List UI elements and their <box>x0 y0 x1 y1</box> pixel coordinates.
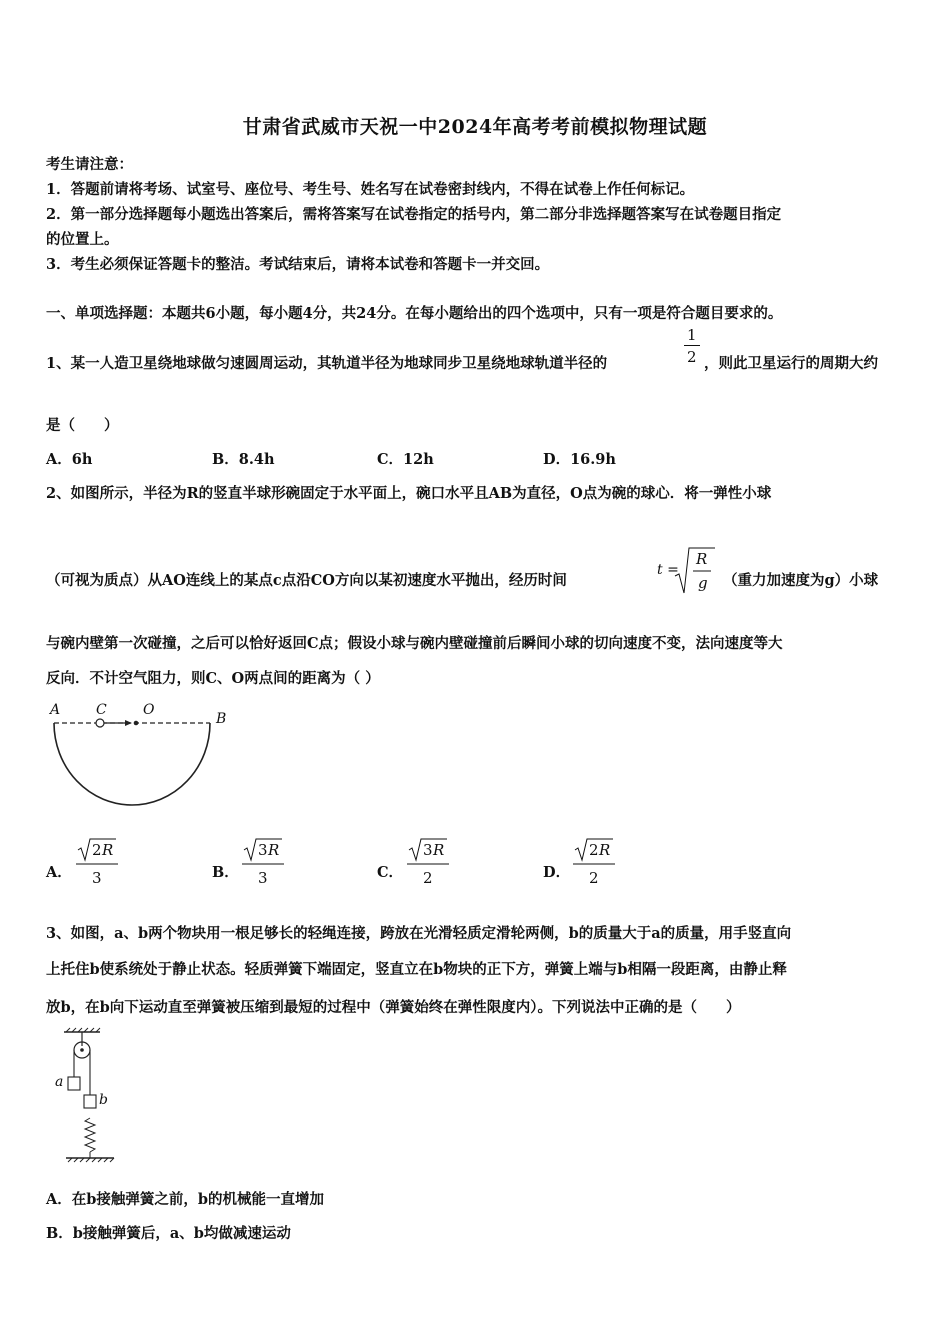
q1-frac-num: 1 <box>684 326 700 346</box>
q2-bowl-figure <box>46 700 236 810</box>
notice-item-1: 1．答题前请将考场、试室号、座位号、考生号、姓名写在试卷密封线内，不得在试卷上作任何标记。 <box>46 181 695 198</box>
notice-item-2-cont: 的位置上。 <box>46 231 119 248</box>
q2-option-c-letter: C． <box>377 864 404 881</box>
notice-heading: 考生请注意： <box>46 156 133 173</box>
q1-fraction <box>684 326 700 366</box>
q3-option-a[interactable]: A．在b接触弹簧之前，b的机械能一直增加 <box>46 1191 325 1208</box>
q2-option-d-den: 2 <box>589 869 599 887</box>
q1-stem-a: 1、某一人造卫星绕地球做匀速圆周运动，其轨道半径为地球同步卫星绕地球轨道半径的 <box>46 355 608 372</box>
q2-option-c-den: 2 <box>423 869 433 887</box>
q3-stem-2: 上托住b使系统处于静止状态。轻质弹簧下端固定，竖直立在b物块的正下方，弹簧上端与b相隔一段距离，由静止释 <box>46 961 787 978</box>
q1-stem-end: 是（ ） <box>46 417 119 434</box>
q2-stem-3: 与碗内壁第一次碰撞，之后可以恰好返回C点；假设小球与碗内壁碰撞前后瞬间小球的切向速度不变，法向速度等大 <box>46 635 783 652</box>
q2-t-label: t = <box>657 562 679 578</box>
q2-option-a[interactable] <box>46 836 146 892</box>
q2-stem-4: 反向．不计空气阻力，则C、O两点间的距离为（ ） <box>46 670 380 687</box>
sqrt-radical-icon <box>657 546 717 596</box>
q1-option-c[interactable]: C．12h <box>377 451 434 468</box>
q2-option-c[interactable] <box>377 836 477 892</box>
q2-option-a-rad: 2 <box>92 841 102 859</box>
q3-label-b: b <box>99 1092 108 1108</box>
q3-label-a: a <box>55 1074 64 1090</box>
q1-option-b[interactable]: B．8.4h <box>212 451 275 468</box>
q2-option-c-var: R <box>433 841 445 859</box>
q2-option-b[interactable] <box>212 836 312 892</box>
q2-label-b: B <box>216 711 227 727</box>
q2-time-formula <box>657 546 717 596</box>
q2-option-b-den: 3 <box>258 869 268 887</box>
q1-option-a[interactable]: A．6h <box>46 451 93 468</box>
q2-sqrt-num: R <box>696 550 708 568</box>
q3-stem-1: 3、如图，a、b两个物块用一根足够长的轻绳连接，跨放在光滑轻质定滑轮两侧，b的质量大于a的质量，用手竖直向 <box>46 925 792 942</box>
q3-stem-3: 放b，在b向下运动直至弹簧被压缩到最短的过程中（弹簧始终在弹性限度内）。下列说法中正确的是（ ） <box>46 999 741 1016</box>
notice-item-2: 2．第一部分选择题每小题选出答案后，需将答案写在试卷指定的括号内，第二部分非选择题答案写在试卷题目指定 <box>46 206 782 223</box>
q2-option-b-var: R <box>268 841 280 859</box>
section-heading: 一、单项选择题：本题共6小题，每小题4分，共24分。在每小题给出的四个选项中，只有一项是符合题目要求的。 <box>46 305 783 322</box>
q2-option-a-letter: A． <box>46 864 72 881</box>
q2-sqrt-den: g <box>698 574 708 592</box>
q2-option-c-rad: 3 <box>423 841 433 859</box>
q2-option-b-letter: B． <box>212 864 239 881</box>
q3-pulley-figure <box>52 1028 132 1168</box>
q2-option-d-letter: D． <box>543 864 571 881</box>
q2-label-a: A <box>50 702 61 718</box>
q2-stem-1: 2、如图所示，半径为R的竖直半球形碗固定于水平面上，碗口水平且AB为直径，O点为碗的球心．将一弹性小球 <box>46 485 772 502</box>
notice-item-3: 3．考生必须保证答题卡的整洁。考试结束后，请将本试卷和答题卡一并交回。 <box>46 256 550 273</box>
q2-stem-2a: （可视为质点）从AO连线上的某点c点沿CO方向以某初速度水平抛出，经历时间 <box>46 572 567 589</box>
q2-option-a-den: 3 <box>92 869 102 887</box>
q1-frac-den: 2 <box>687 348 697 366</box>
q3-option-b[interactable]: B．b接触弹簧后，a、b均做减速运动 <box>46 1225 291 1242</box>
q1-stem-b: ，则此卫星运行的周期大约 <box>704 355 878 372</box>
page-title: 甘肃省武威市天祝一中2024年高考考前模拟物理试题 <box>242 116 708 138</box>
q2-option-a-var: R <box>102 841 114 859</box>
q2-option-d-var: R <box>599 841 611 859</box>
q2-option-b-rad: 3 <box>258 841 268 859</box>
q2-label-o: O <box>143 702 155 718</box>
q2-stem-2b: （重力加速度为g）小球 <box>723 572 879 589</box>
q2-option-d-rad: 2 <box>589 841 599 859</box>
q2-option-d[interactable] <box>543 836 643 892</box>
q2-label-c: C <box>96 702 107 718</box>
q1-option-d[interactable]: D．16.9h <box>543 451 616 468</box>
